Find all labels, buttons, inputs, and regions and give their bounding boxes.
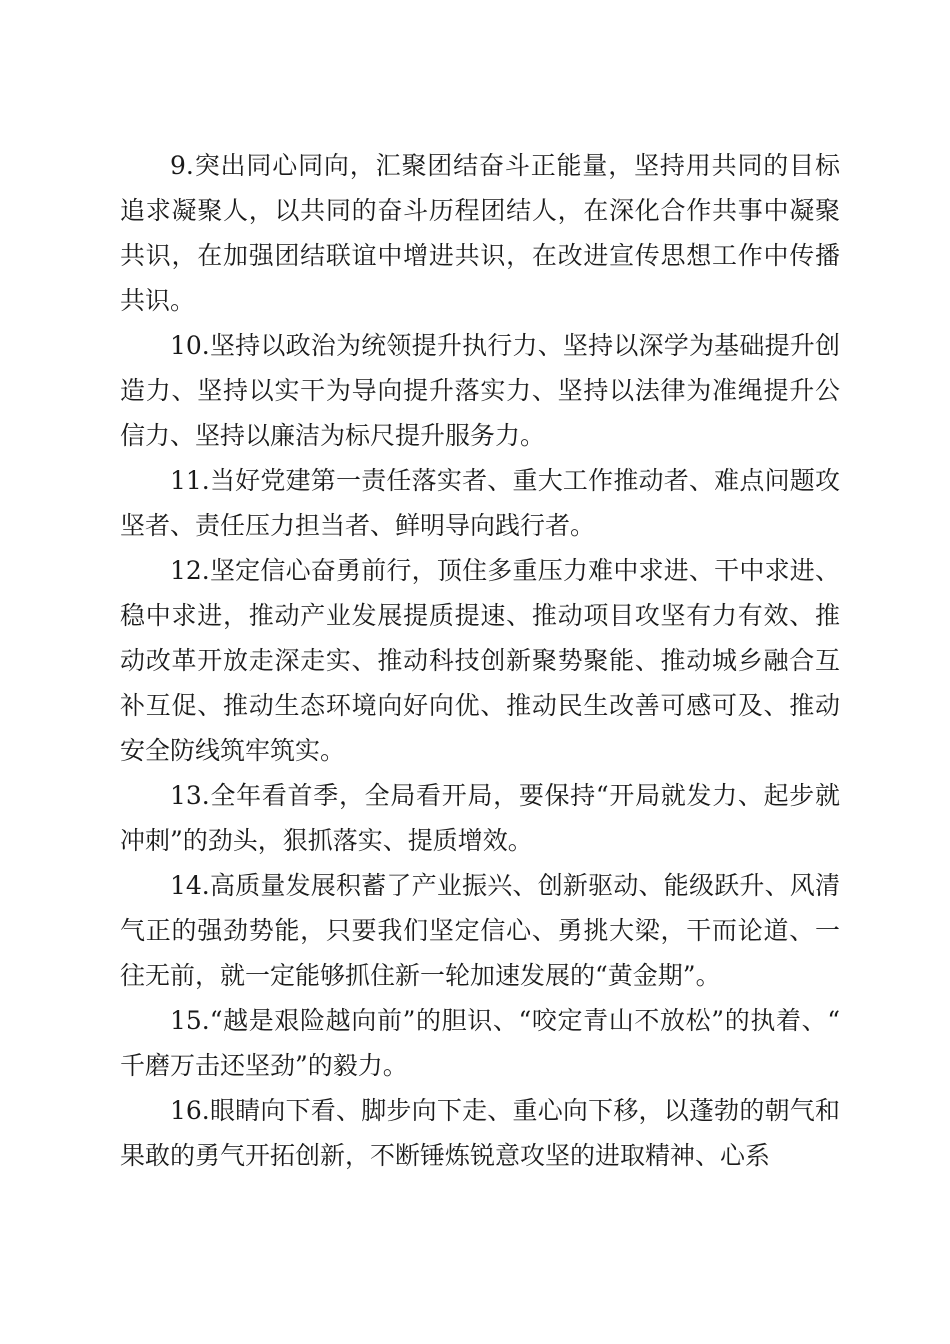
paragraph-12: [120, 548, 840, 773]
paragraph-number: 9.: [170, 151, 194, 180]
paragraph-number: 12.: [170, 556, 210, 585]
paragraph-13: [120, 773, 840, 863]
paragraph-14: [120, 863, 840, 998]
paragraph-number: 14.: [170, 871, 210, 900]
paragraph-number: 16.: [170, 1096, 210, 1125]
paragraph-text: 眼睛向下看、脚步向下走、重心向下移，以蓬勃的朝气和果敢的勇气开拓创新，不断锤炼锐意攻坚的进取精神、心系: [120, 1096, 840, 1170]
paragraph-text: “越是艰险越向前”的胆识、“咬定青山不放松”的执着、“千磨万击还坚劲”的毅力。: [120, 1006, 840, 1080]
paragraph-number: 15.: [170, 1006, 210, 1035]
paragraph-number: 13.: [170, 781, 210, 810]
paragraph-11: [120, 458, 840, 548]
paragraph-text: 当好党建第一责任落实者、重大工作推动者、难点问题攻坚者、责任压力担当者、鲜明导向践行者。: [120, 466, 840, 540]
paragraph-text: 坚持以政治为统领提升执行力、坚持以深学为基础提升创造力、坚持以实干为导向提升落实力、坚持以法律为准绳提升公信力、坚持以廉洁为标尺提升服务力。: [120, 331, 840, 450]
paragraph-15: [120, 998, 840, 1088]
paragraph-number: 11.: [170, 466, 210, 495]
paragraph-16: [120, 1088, 840, 1178]
paragraph-text: 坚定信心奋勇前行，顶住多重压力难中求进、干中求进、稳中求进，推动产业发展提质提速、推动项目攻坚有力有效、推动改革开放走深走实、推动科技创新聚势聚能、推动城乡融合互补互促、推动生态环境向好向优、推动民生改善可感可及、推动安全防线筑牢筑实。: [120, 556, 840, 765]
paragraph-text: 突出同心同向，汇聚团结奋斗正能量，坚持用共同的目标追求凝聚人，以共同的奋斗历程团结人，在深化合作共事中凝聚共识，在加强团结联谊中增进共识，在改进宣传思想工作中传播共识。: [120, 151, 840, 315]
paragraph-text: 全年看首季，全局看开局，要保持“开局就发力、起步就冲刺”的劲头，狠抓落实、提质增效。: [120, 781, 840, 855]
paragraph-10: [120, 323, 840, 458]
document-body: [120, 143, 840, 1178]
paragraph-9: [120, 143, 840, 323]
paragraph-number: 10.: [170, 331, 210, 360]
paragraph-text: 高质量发展积蓄了产业振兴、创新驱动、能级跃升、风清气正的强劲势能，只要我们坚定信心、勇挑大梁，干而论道、一往无前，就一定能够抓住新一轮加速发展的“黄金期”。: [120, 871, 840, 990]
